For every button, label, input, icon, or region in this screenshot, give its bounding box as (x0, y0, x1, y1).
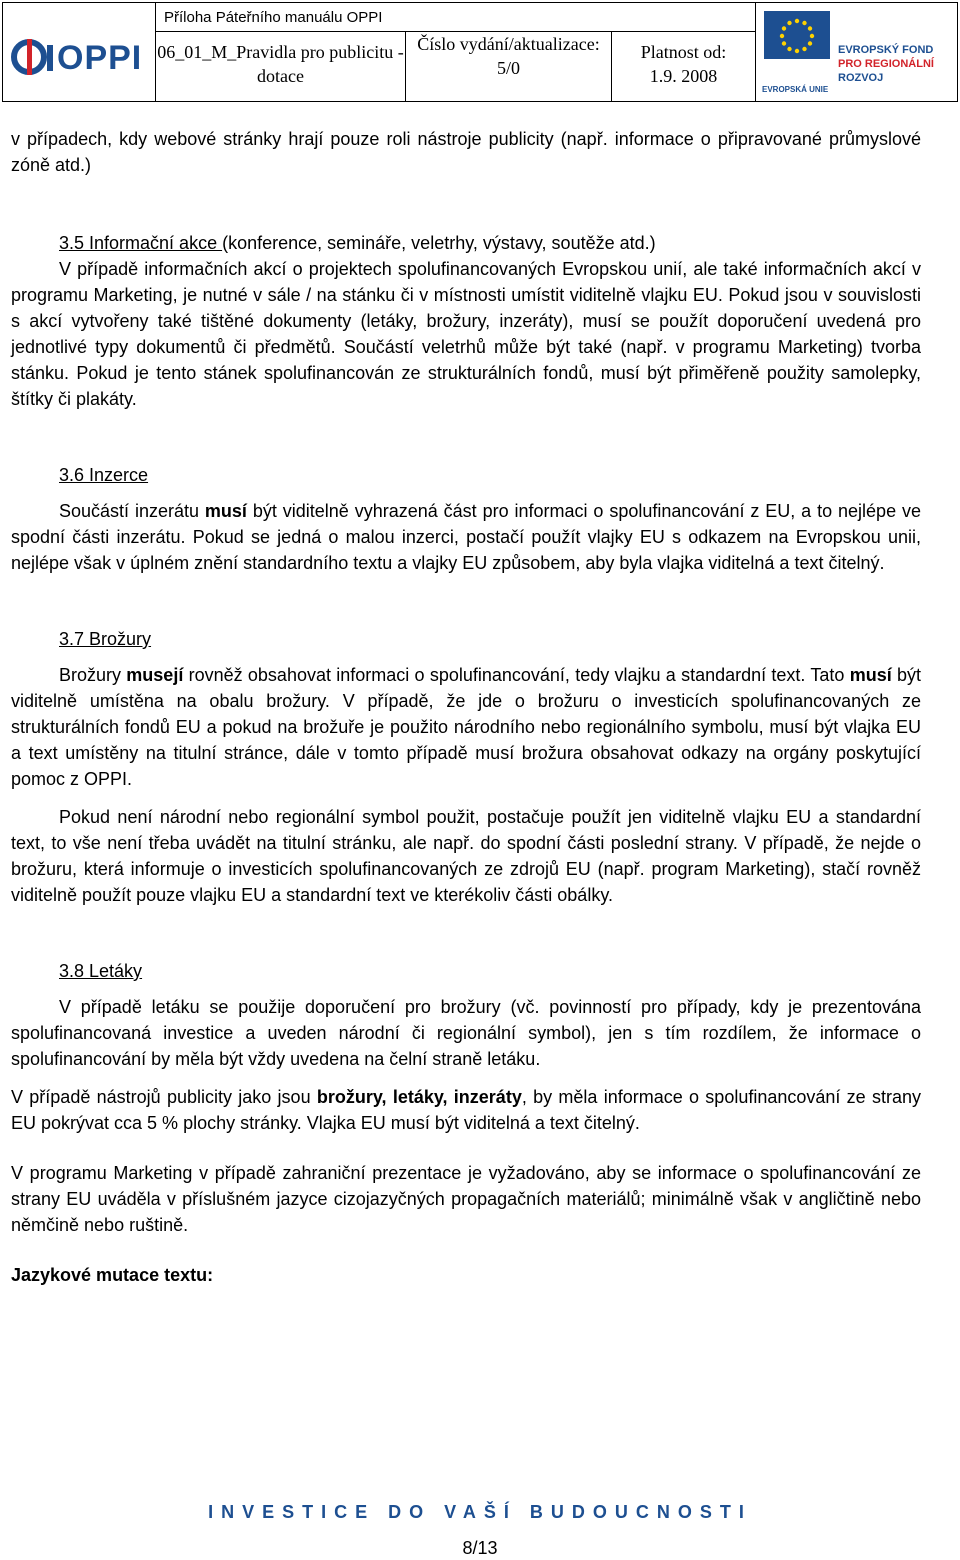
doc-code: 06_01_M_Pravidla pro publicitu - dotace (157, 42, 404, 86)
section-3-7-paragraph-1: Brožury musejí rovněž obsahovat informaci o spolufinancování, tedy vlajku a standardní text. Tato musí být viditelně umístěna na obalu brožury. V případě, že jde o brožuru o investicích spolufinancovaných ze strukturálních fondů EU a pokud na brožuře je použito národního nebo regionálního symbolu, musí být vlajka EU a text umístěny na titulní stránce, dále v tomto případě musí brožura obsahovat odkazy na orgány poskytující pomoc z OPPI. (11, 665, 921, 789)
section-3-6-paragraph: Součástí inzerátu musí být viditelně vyhrazená část pro informaci o spolufinancování z EU, a to nejlépe ve spodní části inzerátu. Pokud se jedná o malou inzerci, postačí použít vlajky EU s odkazem na Evropskou unii, nejlépe však v úplném znění standardního textu a vlajky EU způsobem, aby byla vlajka viditelná a text čitelný. (11, 501, 921, 573)
band-title: Příloha Páteřního manuálu OPPI (164, 9, 383, 26)
footer-motto: INVESTICE DO VAŠÍ BUDOUCNOSTI (208, 1502, 752, 1522)
erdf-line-1: EVROPSKÝ FOND (838, 44, 934, 56)
doc-code-cell (156, 32, 406, 102)
oppi-logo-text: OPPI (57, 39, 143, 77)
erdf-line-2: PRO REGIONÁLNÍ (838, 58, 934, 70)
section-3-7-heading: 3.7 Brožury (59, 629, 152, 649)
section-3-6-heading: 3.6 Inzerce (59, 465, 149, 485)
page-header (0, 0, 960, 104)
erdf-logo (756, 2, 958, 102)
section-3-8-paragraph-1: V případě letáku se použije doporučení pro brožury (vč. povinností pro případy, kdy je prezentována spolufinancovaná investice a uveden národní či regionální symbol), jen s tím rozdílem, že informace o spolufinancování by měla být vždy uvedena na čelní straně letáku. (11, 997, 921, 1069)
erdf-logo-text (838, 43, 934, 85)
validity-cell (612, 32, 756, 102)
section-3-8-heading: 3.8 Letáky (59, 961, 143, 981)
oppi-mark-icon (11, 37, 55, 77)
eu-label: EVROPSKÁ UNIE (762, 85, 829, 94)
valid-label: Platnost od: (640, 42, 727, 62)
document-body (11, 126, 921, 1288)
issue-label: Číslo vydání/aktualizace: (417, 34, 600, 54)
issue-cell (406, 32, 612, 102)
page-number: 8/13 (462, 1538, 498, 1558)
issue-value: 5/0 (496, 58, 520, 78)
section-3-7-paragraph-2: Pokud není národní nebo regionální symbol použit, postačuje použít jen viditelně vlajku EU a standardní text, to vše není třeba uvádět na titulní stránku, ale např. do spodní části poslední strany. V případě, že nejde o brožuru, která informuje o investicích spolufinancovaných ze zdrojů EU (např. program Marketing), stačí rovněž viditelně použít pouze vlajku EU a standardní text ve kterékoliv části obálky. (11, 807, 921, 905)
section-3-5-heading: 3.5 Informační akce (konference, semináře, veletrhy, výstavy, soutěže atd.) (59, 233, 656, 253)
header-band (156, 2, 756, 32)
valid-value: 1.9. 2008 (649, 66, 718, 86)
section-3-5-paragraph: V případě informačních akcí o projektech spolufinancovaných Evropskou unií, ale také informačních akcí v programu Marketing, je nutné v sále / na stánku či v místnosti umístit viditelně vlajku EU. Pokud jsou v souvislosti s akcí vytvořeny také tištěné dokumenty (letáky, brožury, inzeráty), musí se použít doporučení uvedená pro jednotlivé typy dokumentů či předmětů. Součástí veletrhů může být také (např. v programu Marketing) tvorba stánku. Pokud je tento stánek spolufinancován ze strukturálních fondů, musí být přiměřeně použity samolepky, štítky či plakáty. (11, 259, 921, 409)
oppi-logo (2, 2, 156, 102)
section-3-8-paragraph-2: V případě nástrojů publicity jako jsou brožury, letáky, inzeráty, by měla informace o spolufinancování ze strany EU pokrývat cca 5 % plochy stránky. Vlajka EU musí být viditelná a text čitelný. (11, 1087, 921, 1133)
intro-paragraph: v případech, kdy webové stránky hrají pouze roli nástroje publicity (např. informace o připravované průmyslové zóně atd.) (11, 129, 921, 175)
eu-flag-icon (764, 11, 830, 59)
erdf-line-3: ROZVOJ (838, 72, 884, 84)
section-3-8-paragraph-3: V programu Marketing v případě zahraniční prezentace je vyžadováno, aby se informace o spolufinancování ze strany EU uváděla v příslušném jazyce cizojazyčných propagačních materiálů; minimálně však v angličtině nebo němčině nebo ruštině. (11, 1163, 921, 1235)
language-mutations-heading: Jazykové mutace textu: (11, 1265, 214, 1285)
